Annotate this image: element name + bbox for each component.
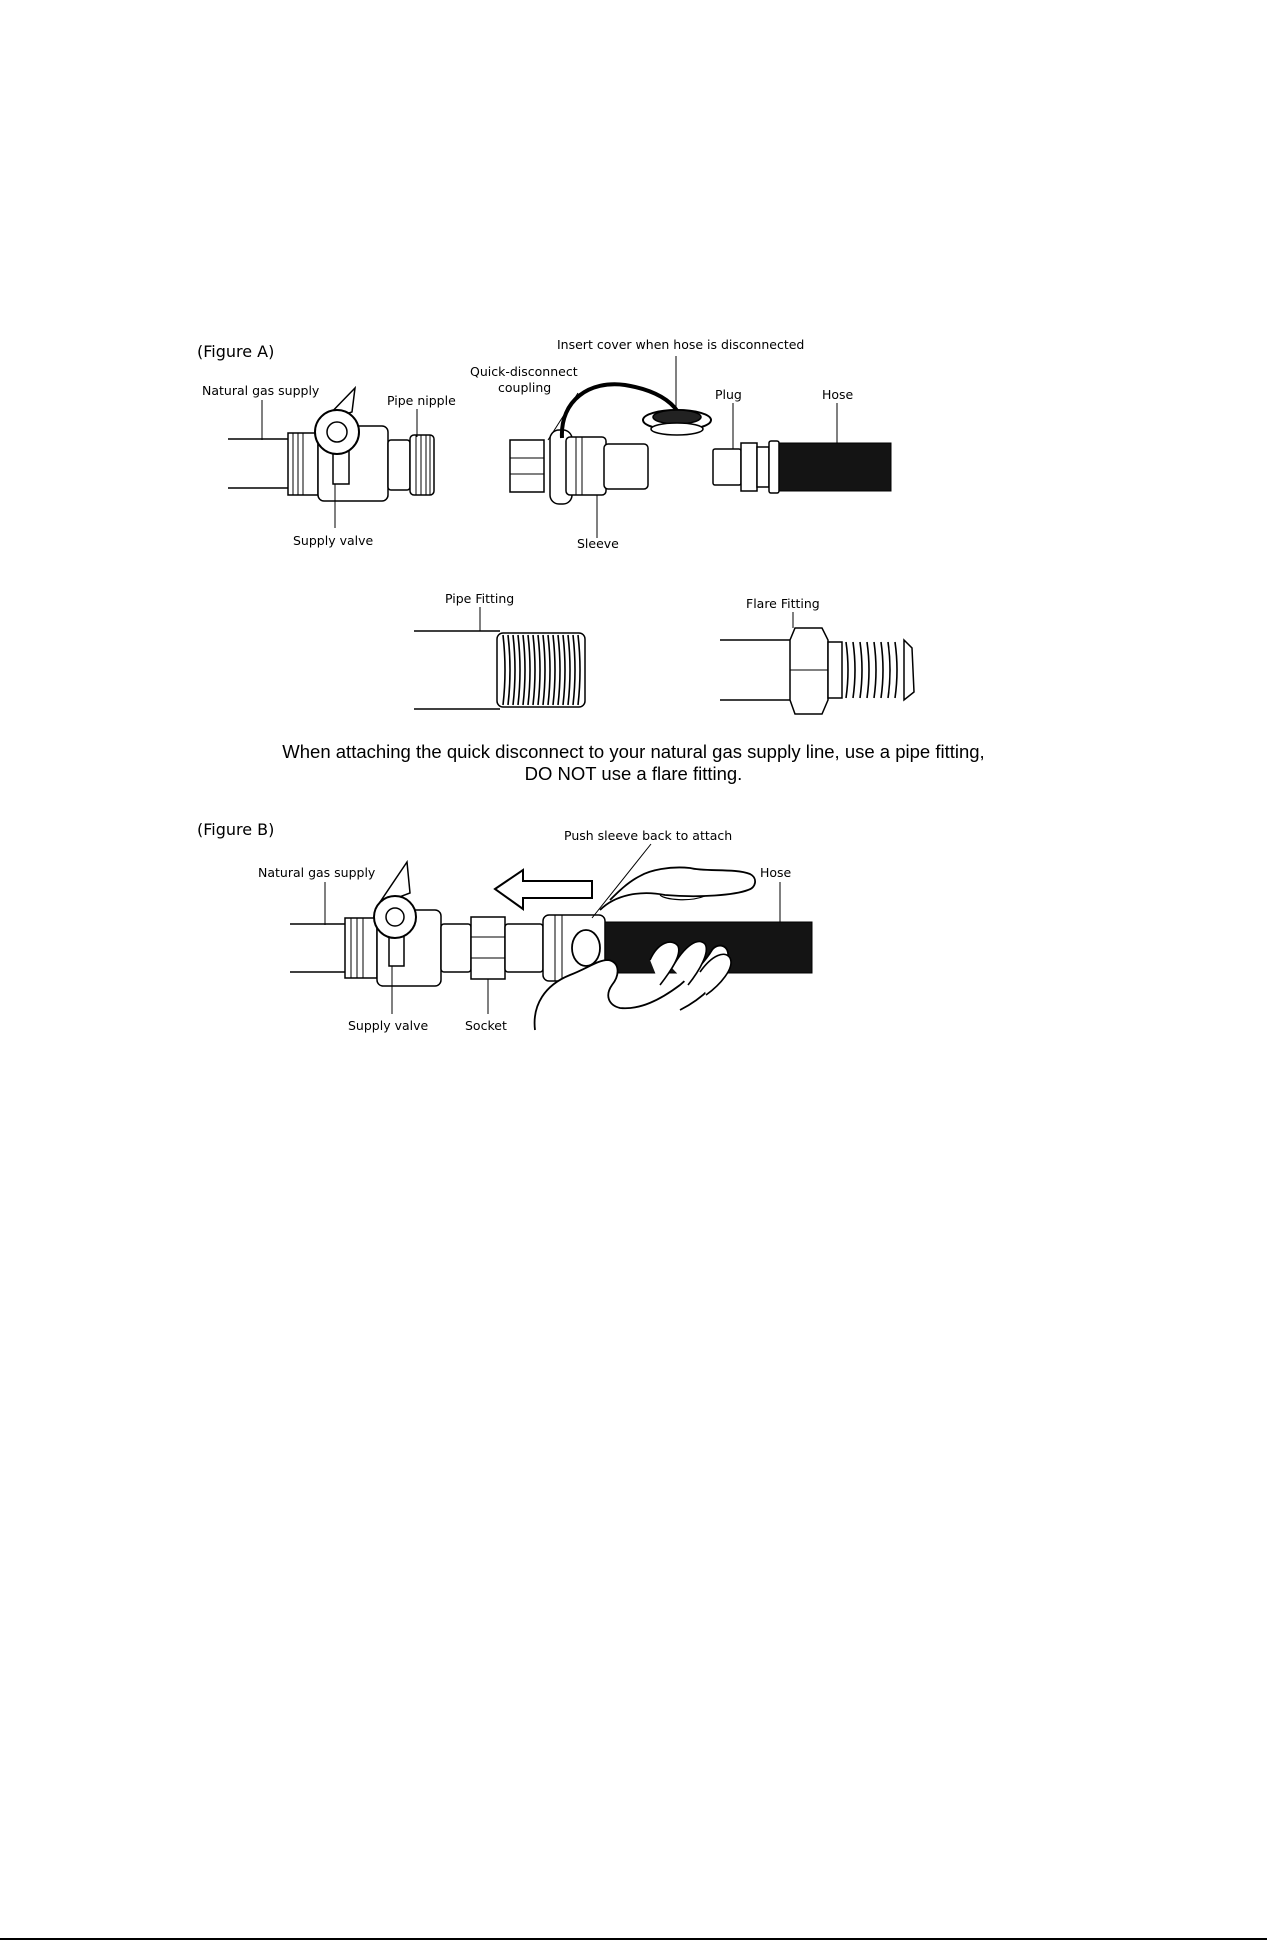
label-quick-disconnect-line1: Quick-disconnect bbox=[470, 364, 578, 379]
plug-and-hose bbox=[713, 441, 891, 493]
label-push-sleeve: Push sleeve back to attach bbox=[564, 828, 733, 843]
thread-line bbox=[860, 642, 862, 698]
label-hose-b: Hose bbox=[760, 865, 792, 880]
thread-line bbox=[895, 642, 897, 698]
label-pipe-nipple: Pipe nipple bbox=[387, 393, 456, 408]
label-natural-gas-supply-b: Natural gas supply bbox=[258, 865, 376, 880]
label-quick-disconnect-line2: coupling bbox=[498, 380, 552, 395]
note-line-2: DO NOT use a flare fitting. bbox=[524, 763, 743, 784]
thread-line bbox=[888, 642, 890, 698]
label-flare-fitting: Flare Fitting bbox=[746, 596, 820, 611]
page-bottom-rule bbox=[0, 1938, 1267, 1940]
label-sleeve: Sleeve bbox=[577, 536, 619, 551]
label-hose-a: Hose bbox=[822, 387, 854, 402]
figure-b-title: (Figure B) bbox=[197, 820, 275, 839]
quick-disconnect-coupling bbox=[510, 384, 711, 504]
label-natural-gas-supply-a: Natural gas supply bbox=[202, 383, 320, 398]
label-supply-valve-b: Supply valve bbox=[348, 1018, 429, 1033]
figure-a-title: (Figure A) bbox=[197, 342, 275, 361]
thread-line bbox=[846, 642, 848, 698]
label-insert-cover: Insert cover when hose is disconnected bbox=[557, 337, 805, 352]
label-pipe-fitting: Pipe Fitting bbox=[445, 591, 515, 606]
label-plug: Plug bbox=[715, 387, 742, 402]
note-line-1: When attaching the quick disconnect to your natural gas supply line, use a pipe fitting, bbox=[282, 741, 985, 762]
label-socket: Socket bbox=[465, 1018, 507, 1033]
flare-fitting-illustration bbox=[720, 628, 914, 714]
thread-line bbox=[853, 642, 855, 698]
figure-b-assembly bbox=[290, 862, 812, 1030]
thread-line bbox=[867, 642, 869, 698]
pipe-fitting-illustration bbox=[414, 631, 585, 709]
thread-line bbox=[881, 642, 883, 698]
flare-threads bbox=[846, 642, 897, 698]
thread-line bbox=[874, 642, 876, 698]
label-supply-valve-a: Supply valve bbox=[293, 533, 374, 548]
